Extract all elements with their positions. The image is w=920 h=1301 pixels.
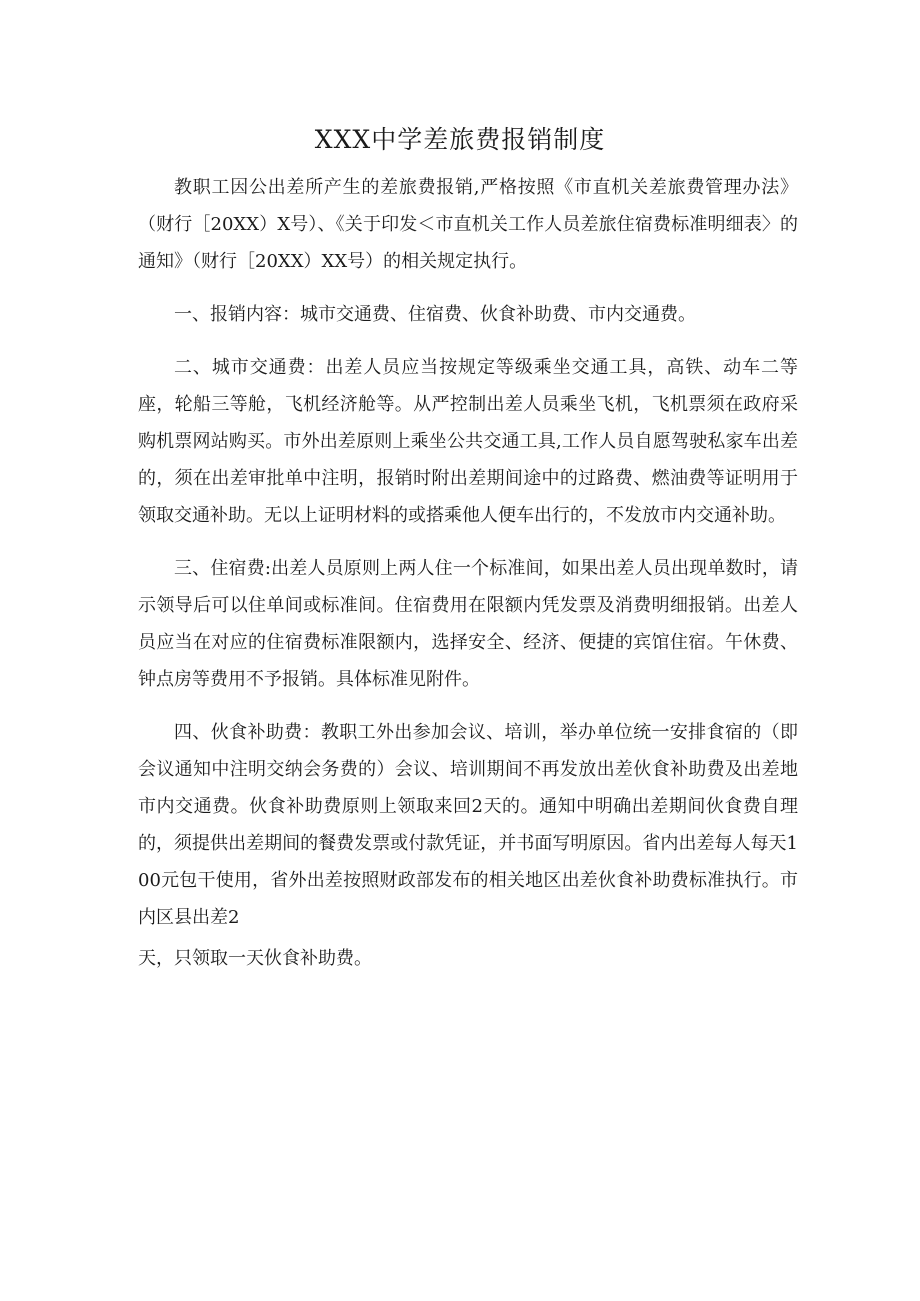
- paragraph-tail-block: [138, 944, 798, 974]
- paragraph-accommodation: 三、住宿费:出差人员原则上两人住一个标准间，如果出差人员出现单数时，请示领导后可以住单间或标准间。住宿费用在限额内凭发票及消费明细报销。出差人员应当在对应的住宿费标准限额内，选择安全、经济、便捷的宾馆住宿。午休费、钟点房等费用不予报销。具体标准见附件。: [138, 558, 798, 690]
- paragraph-tail: 天，只领取一天伙食补助费。: [138, 948, 372, 969]
- paragraph-reimbursement-content: 一、报销内容：城市交通费、住宿费、伙食补助费、市内交通费。: [174, 304, 696, 325]
- paragraph-intro: 教职工因公出差所产生的差旅费报销,严格按照《市直机关差旅费管理办法》（财行［20XX）X号）、《关于印发＜市直机关工作人员差旅住宿费标准明细表〉的通知》（财行［20XX）XX号）的相关规定执行。: [138, 177, 798, 272]
- paragraph-city-transport: 二、城市交通费：出差人员应当按规定等级乘坐交通工具，高铁、动车二等座，轮船三等舱，飞机经济舱等。从严控制出差人员乘坐飞机，飞机票须在政府采购机票网站购买。市外出差原则上乘坐公共交通工具,工作人员自愿驾驶私家车出差的，须在出差审批单中注明，报销时附出差期间途中的过路费、燃油费等证明用于领取交通补助。无以上证明材料的或搭乘他人便车出行的，不发放市内交通补助。: [138, 357, 798, 526]
- document-title: XXX中学差旅费报销制度: [314, 125, 606, 154]
- document-body: [138, 169, 798, 974]
- paragraph-meal-allowance: 四、伙食补助费：教职工外出参加会议、培训，举办单位统一安排食宿的（即会议通知中注明交纳会务费的）会议、培训期间不再发放出差伙食补助费及出差地市内交通费。伙食补助费原则上领取来回2天的。通知中明确出差期间伙食费自理的，须提供出差期间的餐费发票或付款凭证，并书面写明原因。省内出差每人每天100元包干使用，省外出差按照财政部发布的相关地区出差伙食补助费标准执行。市内区县出差2: [138, 722, 798, 928]
